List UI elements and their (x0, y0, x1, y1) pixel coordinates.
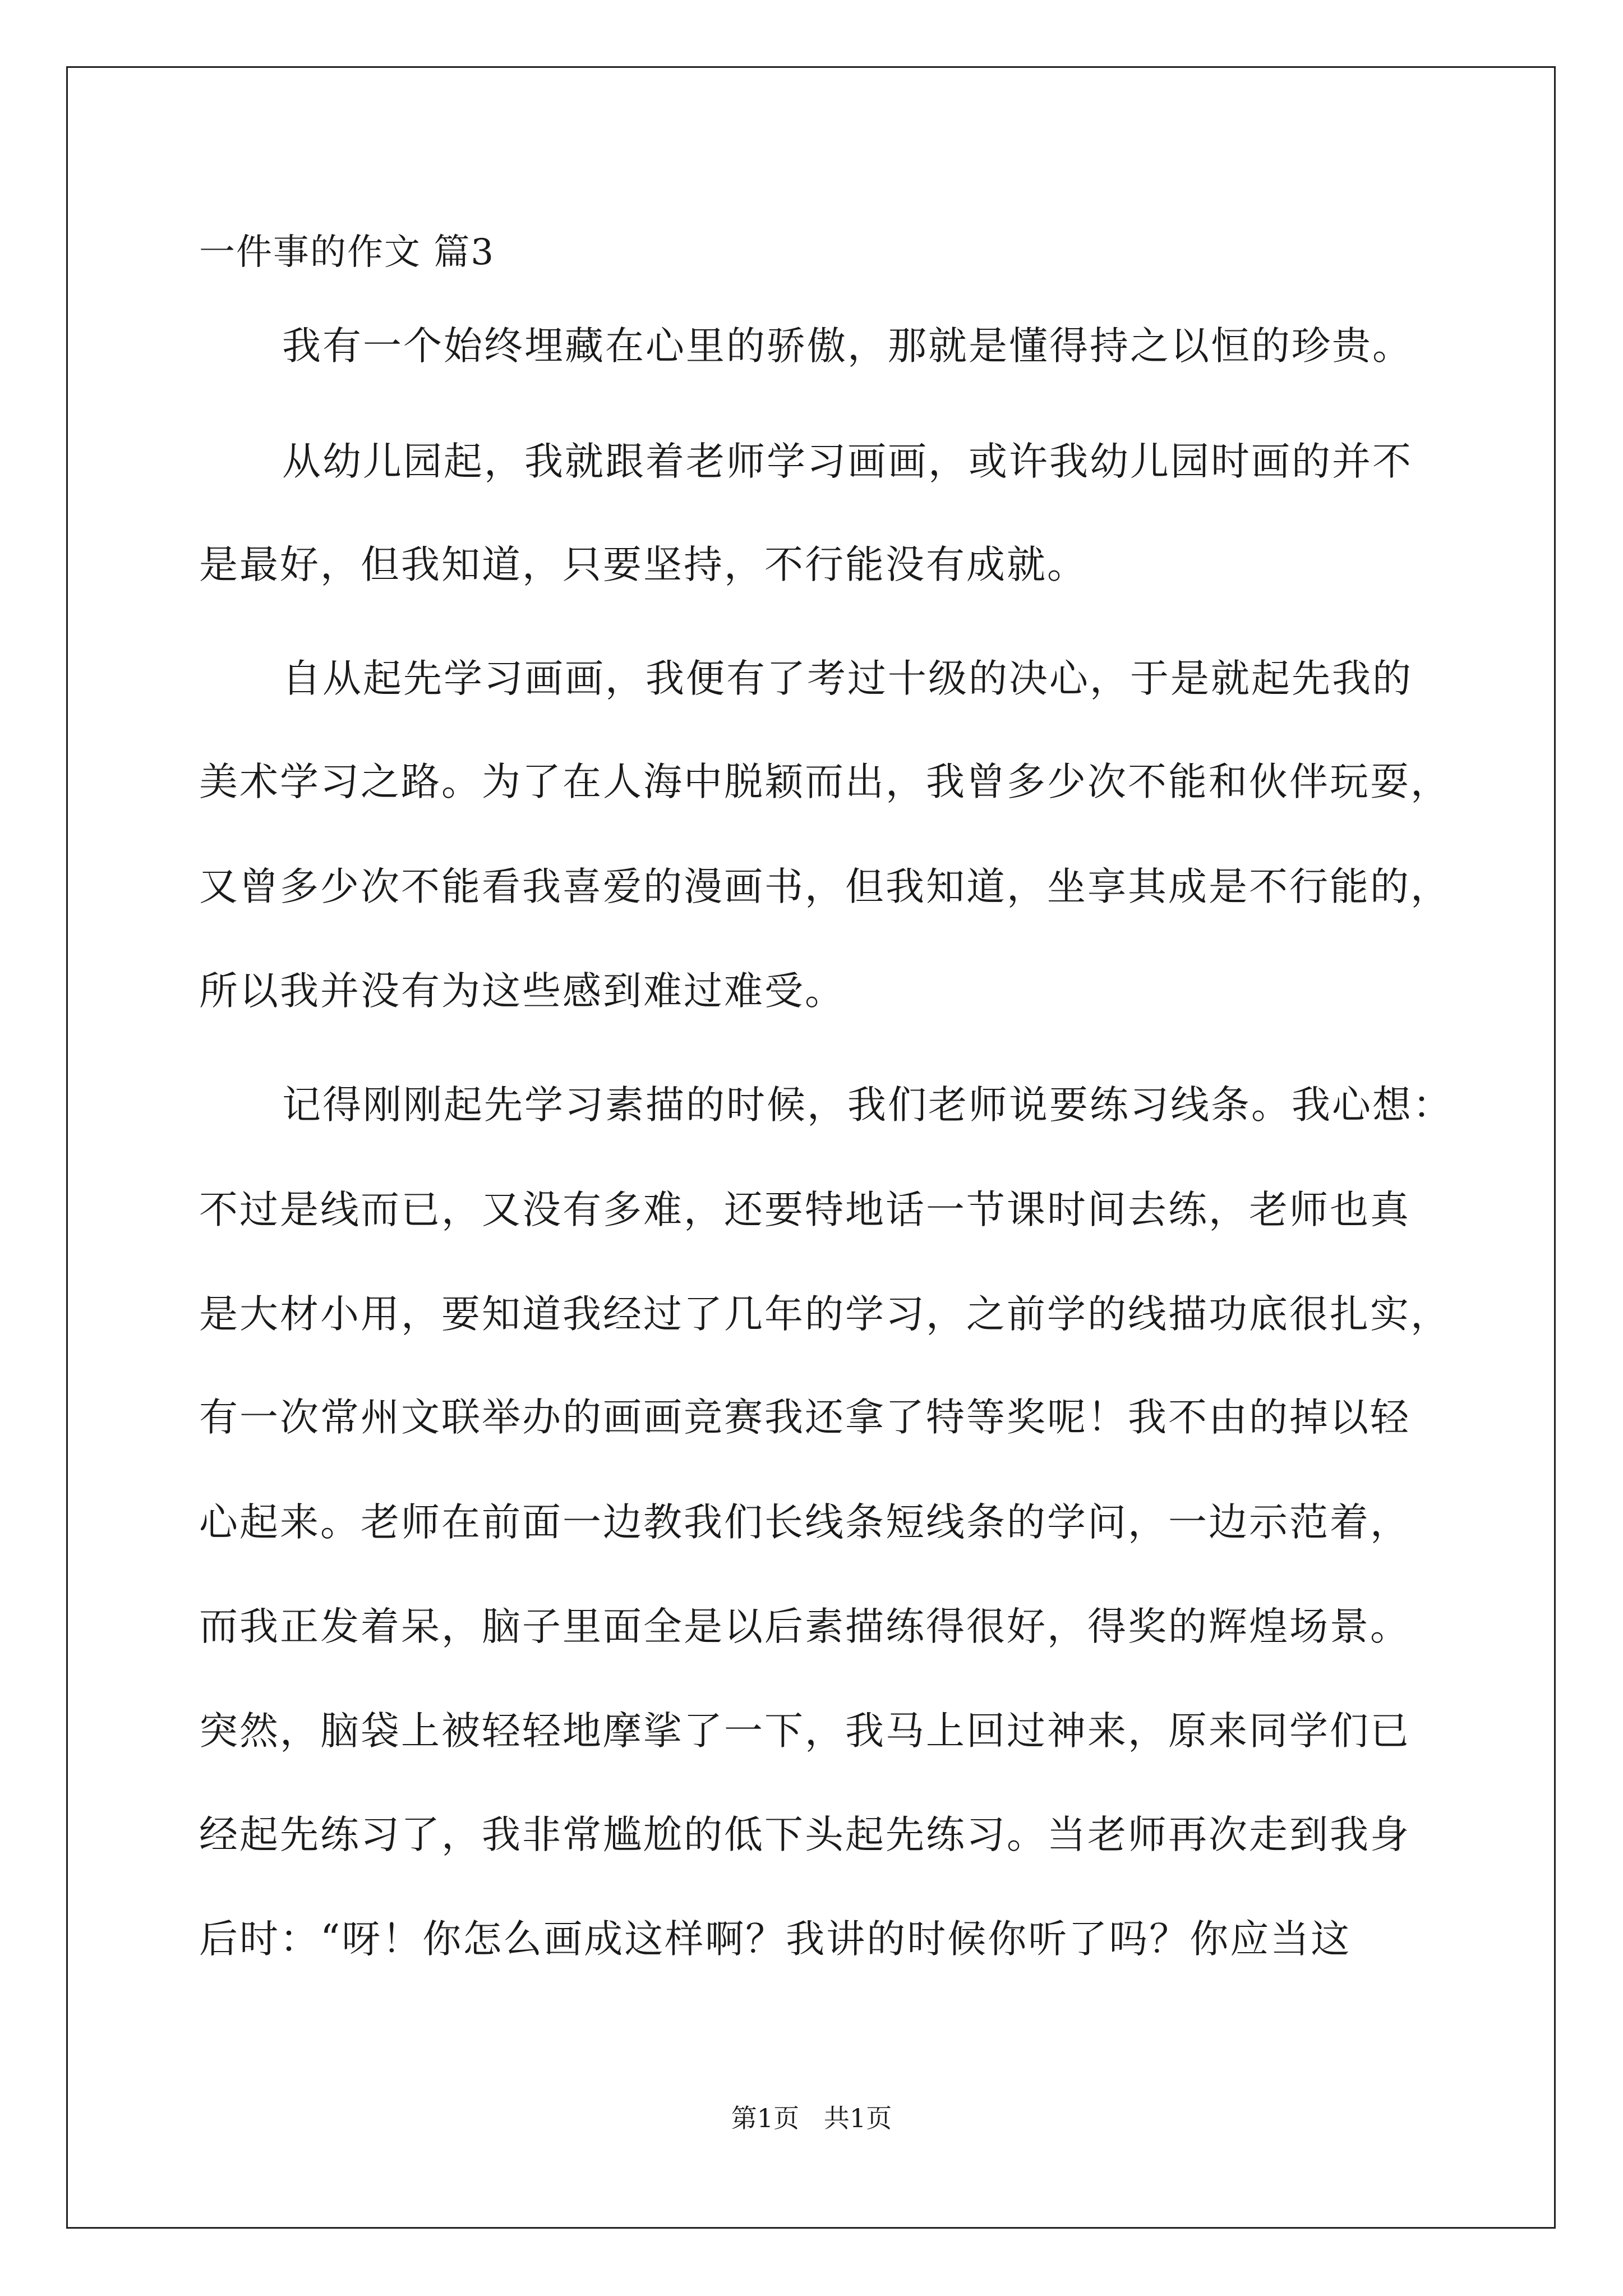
text-line-7: 所以我并没有为这些感到难过难受。 (199, 969, 845, 1014)
text-line-4: 自从起先学习画画，我便有了考过十级的决心，于是就起先我的 (282, 656, 1413, 701)
text-line-2: 从幼儿园起，我就跟着老师学习画画，或许我幼儿园时画的并不 (282, 439, 1413, 484)
page-footer: 第1页 共1页 (731, 2103, 892, 2133)
text-line-5: 美术学习之路。为了在人海中脱颖而出，我曾多少次不能和伙伴玩耍， (199, 760, 1451, 804)
text-line-9: 不过是线而已，又没有多难，还要特地话一节课时间去练，老师也真 (199, 1188, 1410, 1232)
text-line-13: 而我正发着呆，脑子里面全是以后素描练得很好，得奖的辉煌场景。 (199, 1604, 1410, 1649)
text-line-11: 有一次常州文联举办的画画竞赛我还拿了特等奖呢！我不由的掉以轻 (199, 1395, 1410, 1440)
text-line-8: 记得刚刚起先学习素描的时候，我们老师说要练习线条。我心想： (282, 1083, 1453, 1128)
text-line-14: 突然，脑袋上被轻轻地摩挲了一下，我马上回过神来，原来同学们已 (199, 1709, 1410, 1754)
text-line-1: 我有一个始终埋藏在心里的骄傲，那就是懂得持之以恒的珍贵。 (282, 324, 1413, 369)
text-line-10: 是大材小用，要知道我经过了几年的学习，之前学的线描功底很扎实， (199, 1292, 1451, 1337)
text-line-6: 又曾多少次不能看我喜爱的漫画书，但我知道，坐享其成是不行能的， (199, 864, 1451, 909)
document-title: 一件事的作文 篇3 (199, 232, 495, 273)
text-line-12: 心起来。老师在前面一边教我们长线条短线条的学问，一边示范着， (199, 1500, 1410, 1545)
text-line-15: 经起先练习了，我非常尴尬的低下头起先练习。当老师再次走到我身 (199, 1812, 1410, 1857)
text-line-16: 后时：“呀！你怎么画成这样啊？我讲的时候你听了吗？你应当这 (199, 1917, 1352, 1962)
page-border (66, 66, 1556, 2229)
text-line-3: 是最好，但我知道，只要坚持，不行能没有成就。 (199, 542, 1087, 587)
